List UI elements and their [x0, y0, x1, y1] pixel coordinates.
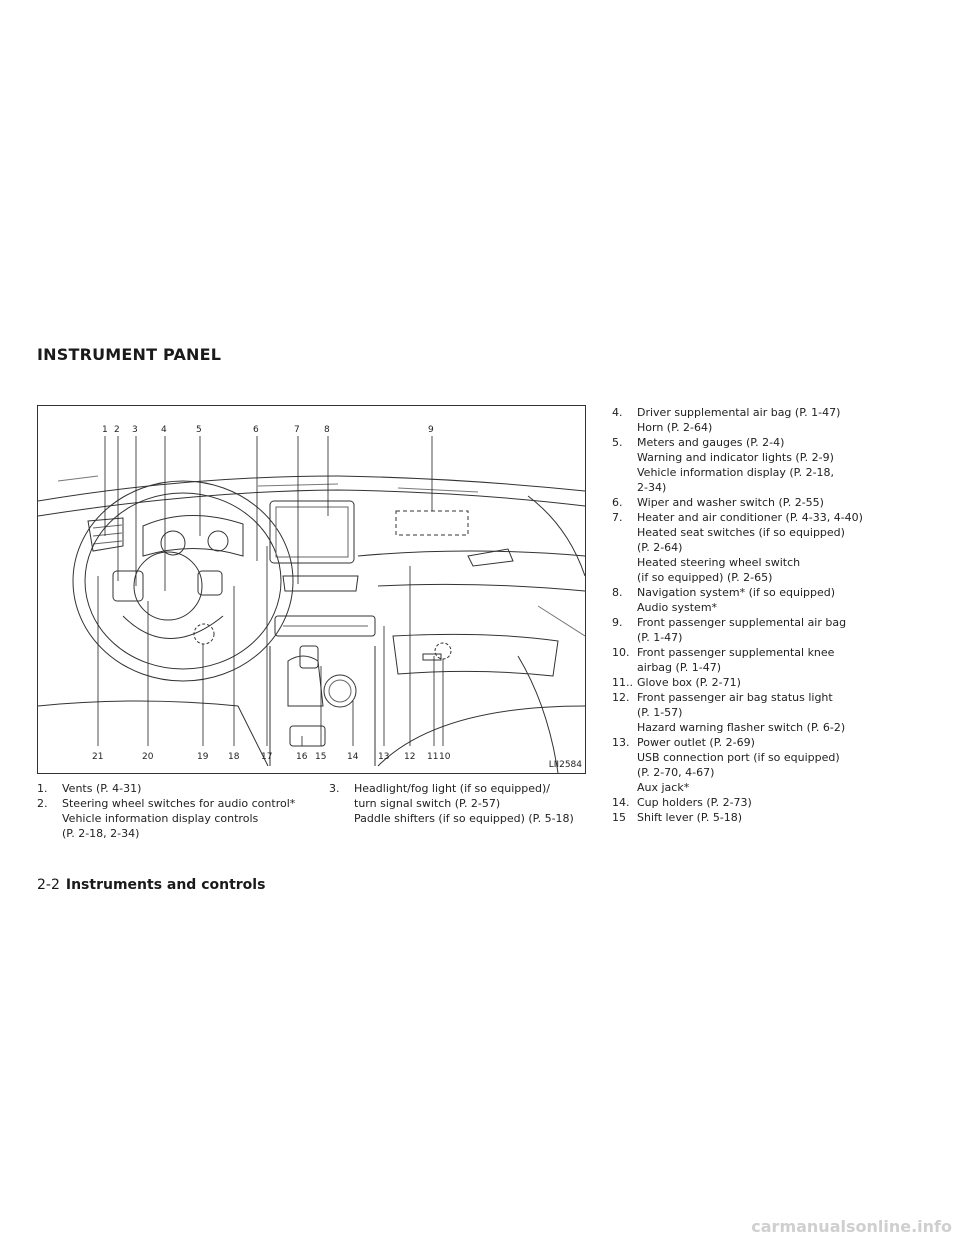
- item-number: 5.: [612, 436, 623, 449]
- item-text: 2-34): [637, 481, 667, 494]
- figure-callouts-top: [102, 425, 434, 435]
- legend-item: [329, 781, 594, 826]
- callout-5: 5: [196, 425, 202, 435]
- item-number: 13.: [612, 736, 630, 749]
- legend-column-2: [329, 781, 594, 826]
- item-number: 1.: [37, 782, 48, 795]
- item-text: Headlight/fog light (if so equipped)/: [354, 782, 550, 795]
- item-text: Warning and indicator lights (P. 2-9): [637, 451, 834, 464]
- legend-item: [612, 435, 942, 495]
- callout-13: 13: [378, 752, 390, 762]
- chapter-title: Instruments and controls: [65, 877, 266, 893]
- item-text: Driver supplemental air bag (P. 1-47): [637, 406, 841, 419]
- item-text: Meters and gauges (P. 2-4): [637, 436, 785, 449]
- item-text: Steering wheel switches for audio control*: [62, 797, 296, 810]
- callout-3: 3: [132, 425, 138, 435]
- item-text: Horn (P. 2-64): [637, 421, 713, 434]
- legend-item: [612, 690, 942, 735]
- item-text: Glove box (P. 2-71): [637, 676, 741, 689]
- legend-column-3: [612, 405, 942, 825]
- item-number: 15: [612, 811, 626, 824]
- instrument-panel-illustration: [38, 406, 585, 773]
- legend-item: [612, 645, 942, 675]
- item-text: Heater and air conditioner (P. 4-33, 4-40): [637, 511, 863, 524]
- legend-item: [612, 675, 942, 690]
- legend-item: [612, 615, 942, 645]
- callout-10: 10: [439, 752, 451, 762]
- item-text: (if so equipped) (P. 2-65): [637, 571, 773, 584]
- callout-9: 9: [428, 425, 434, 435]
- item-number: 7.: [612, 511, 623, 524]
- item-text: USB connection port (if so equipped): [637, 751, 840, 764]
- callout-7: 7: [294, 425, 300, 435]
- item-number: 14.: [612, 796, 630, 809]
- callout-15: 15: [315, 752, 327, 762]
- callout-21: 21: [92, 752, 104, 762]
- item-text: Vehicle information display (P. 2-18,: [637, 466, 835, 479]
- legend-item: [612, 795, 942, 810]
- callout-19: 19: [197, 752, 209, 762]
- item-text: Front passenger supplemental knee: [637, 646, 835, 659]
- legend-item: [612, 585, 942, 615]
- item-text: (P. 1-47): [637, 631, 683, 644]
- instrument-panel-figure: [37, 405, 586, 774]
- item-text: (P. 2-18, 2-34): [62, 827, 140, 840]
- callout-17: 17: [261, 752, 273, 762]
- item-number: 2.: [37, 797, 48, 810]
- item-text: Power outlet (P. 2-69): [637, 736, 755, 749]
- item-text: Vehicle information display controls: [62, 812, 259, 825]
- item-number: 12.: [612, 691, 630, 704]
- item-number: 4.: [612, 406, 623, 419]
- item-number: 11..: [612, 676, 633, 689]
- callout-8: 8: [324, 425, 330, 435]
- item-text: Heated seat switches (if so equipped): [637, 526, 845, 539]
- legend-column-1: [37, 781, 322, 841]
- item-text: (P. 2-70, 4-67): [637, 766, 715, 779]
- callout-14: 14: [347, 752, 359, 762]
- legend-item: [612, 405, 942, 435]
- item-text: turn signal switch (P. 2-57): [354, 797, 501, 810]
- item-text: Paddle shifters (if so equipped) (P. 5-18): [354, 812, 574, 825]
- item-text: Front passenger supplemental air bag: [637, 616, 847, 629]
- item-number: 10.: [612, 646, 630, 659]
- legend-item: [612, 735, 942, 795]
- callout-12: 12: [404, 752, 416, 762]
- item-number: 9.: [612, 616, 623, 629]
- page-footer: [37, 877, 265, 893]
- item-number: 3.: [329, 782, 340, 795]
- item-text: Vents (P. 4-31): [62, 782, 142, 795]
- item-text: airbag (P. 1-47): [637, 661, 721, 674]
- callout-6: 6: [253, 425, 259, 435]
- legend-item: [612, 510, 942, 585]
- item-text: (P. 1-57): [637, 706, 683, 719]
- item-text: Shift lever (P. 5-18): [637, 811, 743, 824]
- item-text: Hazard warning flasher switch (P. 6-2): [637, 721, 846, 734]
- item-text: Front passenger air bag status light: [637, 691, 833, 704]
- item-text: (P. 2-64): [637, 541, 683, 554]
- callout-18: 18: [228, 752, 240, 762]
- figure-callouts-bottom: [92, 752, 451, 762]
- legend-item: [37, 796, 322, 841]
- callout-11: 11: [427, 752, 439, 762]
- item-text: Navigation system* (if so equipped): [637, 586, 836, 599]
- item-number: 6.: [612, 496, 623, 509]
- page-number: 2-2: [37, 877, 60, 893]
- item-text: Heated steering wheel switch: [637, 556, 801, 569]
- figure-id: LII2584: [548, 760, 582, 770]
- legend-item: [612, 495, 942, 510]
- item-text: Audio system*: [637, 601, 718, 614]
- callout-1: 1: [102, 425, 108, 435]
- item-number: 8.: [612, 586, 623, 599]
- legend-item: [612, 810, 942, 825]
- callout-4: 4: [161, 425, 167, 435]
- callout-20: 20: [142, 752, 154, 762]
- legend-item: [37, 781, 322, 796]
- watermark: carmanualsonline.info: [751, 1217, 952, 1236]
- item-text: Wiper and washer switch (P. 2-55): [637, 496, 824, 509]
- item-text: Aux jack*: [637, 781, 690, 794]
- callout-2: 2: [114, 425, 120, 435]
- callout-16: 16: [296, 752, 308, 762]
- item-text: Cup holders (P. 2-73): [637, 796, 752, 809]
- section-title: INSTRUMENT PANEL: [37, 345, 222, 364]
